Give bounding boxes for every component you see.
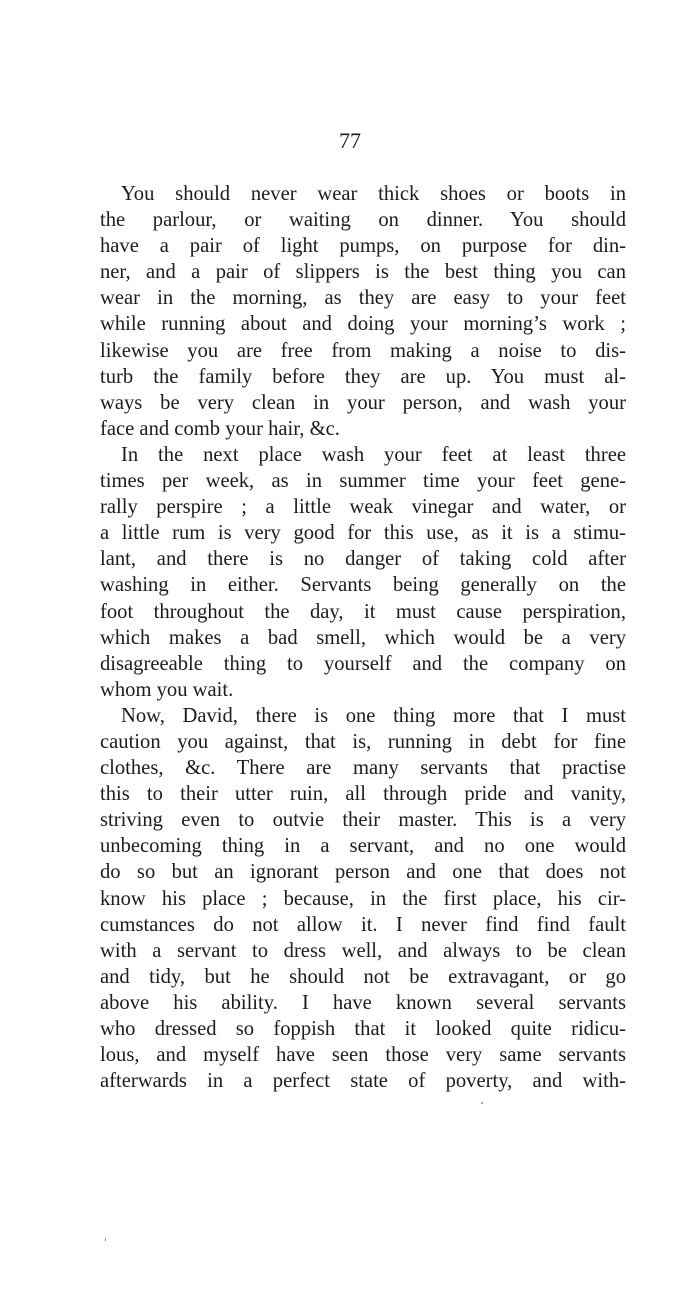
text-line: have a pair of light pumps, on purpose for din- (100, 235, 626, 258)
text-line: washing in either. Servants being generally on the (100, 574, 626, 597)
text-line: wear in the morning, as they are easy to your feet (100, 287, 626, 310)
text-line: ner, and a pair of slippers is the best thing you can (100, 261, 626, 284)
text-line: above his ability. I have known several servants (100, 991, 626, 1014)
text-line: caution you against, that is, running in debt for fine (100, 730, 626, 753)
text-line: In the next place wash your feet at least three (121, 443, 626, 466)
text-line: clothes, &c. There are many servants that practise (100, 757, 626, 780)
text-line: whom you wait. (100, 678, 234, 701)
page-number: 77 (339, 128, 361, 153)
body-text (100, 181, 626, 1094)
text-line: this to their utter ruin, all through pride and vanity, (100, 783, 626, 806)
text-line: cumstances do not allow it. I never find find fault (100, 913, 626, 936)
text-line: ways be very clean in your person, and wash your (100, 391, 626, 414)
text-line: likewise you are free from making a noise to dis- (100, 339, 626, 362)
text-line: disagreeable thing to yourself and the company on (100, 652, 626, 675)
text-line: who dressed so foppish that it looked quite ridicu- (100, 1018, 626, 1040)
text-line: face and comb your hair, &c. (100, 417, 340, 440)
ink-speck (481, 1102, 483, 1104)
text-line: and tidy, but he should not be extravagant, or go (100, 965, 626, 988)
text-line: a little rum is very good for this use, as it is a stimu- (100, 522, 626, 545)
text-line: afterwards in a perfect state of poverty, and with- (100, 1070, 626, 1093)
ink-speck (105, 1238, 106, 1241)
text-line: Now, David, there is one thing more that I must (121, 704, 626, 727)
text-line: lant, and there is no danger of taking cold after (100, 548, 626, 571)
text-line: unbecoming thing in a servant, and no one would (100, 835, 626, 858)
text-line: turb the family before they are up. You must al- (100, 365, 626, 388)
text-line: while running about and doing your morning’s work ; (100, 313, 626, 336)
text-line: do so but an ignorant person and one that does not (100, 861, 626, 884)
text-line: times per week, as in summer time your feet gene- (100, 470, 626, 493)
text-line: rally perspire ; a little weak vinegar and water, or (100, 496, 626, 519)
text-line: with a servant to dress well, and always to be clean (100, 939, 626, 962)
text-line: foot throughout the day, it must cause perspiration, (100, 600, 626, 623)
text-line: You should never wear thick shoes or boots in (121, 183, 626, 205)
text-line: know his place ; because, in the first place, his cir- (100, 887, 626, 910)
text-line: striving even to outvie their master. This is a very (100, 809, 626, 832)
text-line: the parlour, or waiting on dinner. You should (100, 209, 626, 232)
text-line: which makes a bad smell, which would be a very (100, 626, 626, 649)
text-line: lous, and myself have seen those very same servants (100, 1044, 626, 1067)
